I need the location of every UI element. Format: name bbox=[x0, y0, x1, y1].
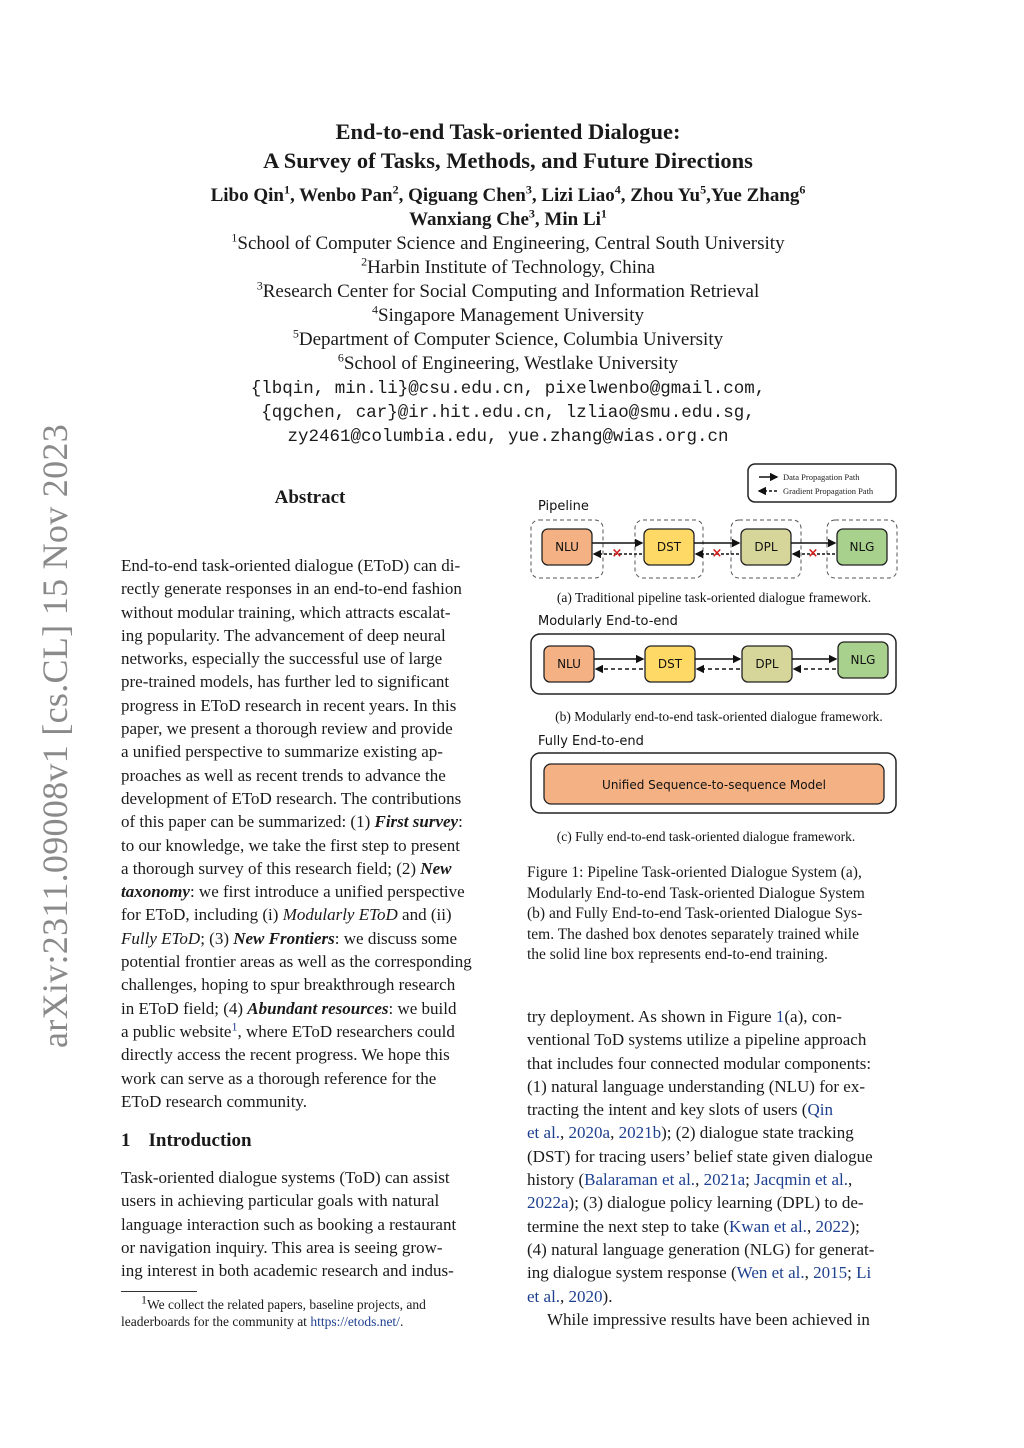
paper-title-line2: A Survey of Tasks, Methods, and Future Directions bbox=[263, 148, 753, 173]
abstract-line: EToD research community. bbox=[121, 1091, 308, 1111]
author-line-2: Wanxiang Che$^3$, Min Li$^1$ bbox=[409, 206, 607, 230]
body-line: termine the next step to take (Kwan et al., 2022); bbox=[527, 1216, 860, 1236]
email-line-2: {qgchen, car}@ir.hit.edu.cn, lzliao@smu.edu.sg, bbox=[261, 403, 755, 423]
intro-line: language interaction such as booking a restaurant bbox=[121, 1214, 457, 1234]
abstract-line: in EToD field; (4) Abundant resources: we build bbox=[121, 998, 457, 1018]
section-heading-introduction: 1 Introduction bbox=[121, 1130, 252, 1151]
paper-title-line1: End-to-end Task-oriented Dialogue: bbox=[335, 119, 681, 144]
subcaption-b: (b) Modularly end-to-end task-oriented dialogue framework. bbox=[555, 709, 883, 724]
citation-link[interactable]: Li bbox=[856, 1263, 872, 1283]
caption-line: Modularly End-to-end Task-oriented Dialogue System bbox=[527, 884, 865, 902]
citation-link[interactable]: Balaraman et al. bbox=[584, 1170, 696, 1190]
pipeline-diagram bbox=[531, 520, 897, 578]
abstract-line: a thorough survey of this research field; (2) New bbox=[121, 858, 452, 878]
abstract-line: End-to-end task-oriented dialogue (EToD) can di- bbox=[121, 556, 461, 575]
blocked-gradient-mark: × bbox=[711, 546, 723, 561]
node-label: DPL bbox=[755, 657, 779, 671]
legend-data-label: Data Propagation Path bbox=[783, 472, 860, 482]
arxiv-stamp: arXiv:2311.09008v1 [cs.CL] 15 Nov 2023 bbox=[35, 424, 75, 1048]
abstract-line: without modular training, which attracts escalat- bbox=[121, 602, 451, 622]
affiliation-3: $^3$Research Center for Social Computing and Information Retrieval bbox=[256, 278, 760, 302]
footnote-rule bbox=[121, 1291, 197, 1292]
citation-link[interactable]: 2022 bbox=[815, 1216, 850, 1236]
node-label: DPL bbox=[754, 540, 778, 554]
abstract-line: networks, especially the successful use of large bbox=[121, 649, 443, 669]
body-line: (4) natural language generation (NLG) for generat- bbox=[527, 1239, 875, 1259]
body-line: history (Balaraman et al., 2021a; Jacqmin et al., bbox=[527, 1170, 853, 1190]
legend bbox=[748, 464, 896, 502]
blocked-gradient-mark: × bbox=[807, 546, 819, 561]
email-line-1: {lbqin, min.li}@csu.edu.cn, pixelwenbo@gmail.com, bbox=[250, 379, 766, 399]
citation-link[interactable]: Qin bbox=[807, 1100, 833, 1120]
node-label: NLG bbox=[849, 540, 875, 554]
email-line-3: zy2461@columbia.edu, yue.zhang@wias.org.cn bbox=[287, 427, 729, 447]
affiliation-2: $^2$Harbin Institute of Technology, China bbox=[361, 254, 655, 278]
intro-body bbox=[121, 1166, 499, 1282]
node-label: DST bbox=[657, 657, 683, 671]
node-label: DST bbox=[656, 540, 682, 554]
fully-diagram bbox=[531, 753, 896, 813]
abstract-line: ing popularity. The advancement of deep neural bbox=[121, 625, 446, 645]
caption-line: tem. The dashed box denotes separately trained while bbox=[527, 925, 859, 943]
citation-link[interactable]: Wen et al. bbox=[736, 1263, 805, 1283]
body-line: try deployment. As shown in Figure 1(a), con- bbox=[527, 1007, 842, 1026]
body-line: that includes four connected modular components: bbox=[527, 1053, 872, 1073]
abstract-line: a unified perspective to summarize existing ap- bbox=[121, 742, 443, 762]
affiliation-4: $^4$Singapore Management University bbox=[372, 302, 644, 326]
abstract-body bbox=[121, 554, 499, 1113]
abstract-line: of this paper can be summarized: (1) First survey: bbox=[121, 812, 463, 832]
fully-label: Fully End-to-end bbox=[538, 734, 644, 749]
abstract-line: taxonomy: we first introduce a unified perspective bbox=[121, 882, 465, 902]
abstract-line: paper, we present a thorough review and provide bbox=[121, 719, 453, 739]
intro-line: users in achieving particular goals with natural bbox=[121, 1191, 440, 1211]
citation-link[interactable]: 2020 bbox=[568, 1286, 603, 1306]
subcaption-c: (c) Fully end-to-end task-oriented dialogue framework. bbox=[556, 829, 856, 844]
citation-link[interactable]: Jacqmin et al. bbox=[754, 1170, 849, 1190]
body-line: (1) natural language understanding (NLU) for ex- bbox=[527, 1076, 865, 1096]
legend-gradient-label: Gradient Propagation Path bbox=[783, 486, 874, 496]
affiliation-5: $^5$Department of Computer Science, Columbia University bbox=[292, 326, 724, 350]
body-line: ventional ToD systems utilize a pipeline approach bbox=[527, 1030, 867, 1050]
citation-link[interactable]: 2021b bbox=[618, 1123, 662, 1143]
body-line: While impressive results have been achieved in bbox=[547, 1309, 870, 1329]
abstract-line: development of EToD research. The contributions bbox=[121, 788, 462, 808]
figure-1-diagram bbox=[527, 462, 902, 852]
right-column-body bbox=[527, 1005, 903, 1331]
citation-link[interactable]: 2021a bbox=[703, 1170, 746, 1190]
intro-line: or navigation inquiry. This area is seeing grow- bbox=[121, 1237, 443, 1257]
blocked-gradient-mark: × bbox=[611, 546, 623, 561]
caption-line: the solid line box represents end-to-end training. bbox=[527, 946, 828, 963]
abstract-line: challenges, hoping to spur breakthrough research bbox=[121, 975, 456, 995]
citation-link[interactable]: 2015 bbox=[813, 1263, 848, 1283]
intro-line: Task-oriented dialogue systems (ToD) can assist bbox=[121, 1168, 450, 1187]
modular-label: Modularly End-to-end bbox=[538, 614, 678, 629]
abstract-line: proaches as well as recent trends to advance the bbox=[121, 765, 446, 785]
abstract-line: progress in EToD research in recent years. In this bbox=[121, 695, 457, 715]
footnote-marker[interactable]: 1 bbox=[231, 1019, 238, 1034]
body-line: ing dialogue system response (Wen et al., 2015; Li bbox=[527, 1263, 872, 1283]
citation-link[interactable]: 2022a bbox=[527, 1193, 569, 1213]
subcaption-a: (a) Traditional pipeline task-oriented dialogue framework. bbox=[556, 590, 872, 605]
body-line: et al., 2020a, 2021b); (2) dialogue state tracking bbox=[527, 1123, 854, 1143]
citation-link[interactable]: et al. bbox=[527, 1123, 561, 1143]
citation-link[interactable]: et al. bbox=[527, 1286, 561, 1306]
footnote: $^1$We collect the related papers, baseline projects, and leaderboards for the community at https://etods.net/. bbox=[121, 1292, 426, 1329]
node-label: NLU bbox=[555, 540, 579, 554]
abstract-line: a public website$^1$, where EToD researchers could bbox=[121, 1019, 455, 1041]
caption-line: (b) and Fully End-to-end Task-oriented Dialogue Sys- bbox=[527, 905, 863, 922]
pipeline-label: Pipeline bbox=[538, 499, 589, 514]
abstract-line: for EToD, including (i) Modularly EToD and (ii) bbox=[121, 905, 452, 925]
affiliation-1: $^1$School of Computer Science and Engineering, Central South University bbox=[231, 230, 785, 254]
abstract-line: potential frontier areas as well as the corresponding bbox=[121, 952, 472, 972]
body-line: et al., 2020). bbox=[527, 1286, 613, 1306]
figure-ref-link[interactable]: 1 bbox=[775, 1007, 785, 1026]
abstract-line: work can serve as a thorough reference for the bbox=[121, 1068, 437, 1088]
abstract-line: directly access the recent progress. We hope this bbox=[121, 1045, 450, 1065]
abstract-line: rectly generate responses in an end-to-end fashion bbox=[121, 579, 462, 599]
citation-link[interactable]: 2020a bbox=[568, 1123, 611, 1143]
affiliation-6: $^6$School of Engineering, Westlake University bbox=[337, 350, 679, 374]
modular-diagram bbox=[531, 634, 896, 694]
caption-line: Figure 1: Pipeline Task-oriented Dialogue System (a), bbox=[527, 864, 862, 881]
abstract-line: pre-trained models, has further led to significant bbox=[121, 672, 450, 692]
abstract-heading: Abstract bbox=[274, 487, 346, 508]
author-line-1: Libo Qin$^1$, Wenbo Pan$^2$, Qiguang Chen$^3$, Lizi Liao$^4$, Zhou Yu$^5$,Yue Zhang$^6$ bbox=[210, 182, 806, 206]
abstract-line: Fully EToD; (3) New Frontiers: we discuss some bbox=[121, 928, 458, 948]
citation-link[interactable]: Kwan et al. bbox=[729, 1216, 807, 1236]
figure-1-caption bbox=[527, 863, 902, 966]
unified-model-label: Unified Sequence-to-sequence Model bbox=[602, 778, 826, 792]
body-line: 2022a); (3) dialogue policy learning (DPL) to de- bbox=[527, 1193, 864, 1213]
intro-line: ing interest in both academic research and indus- bbox=[121, 1261, 454, 1281]
body-line: (DST) for tracing users’ belief state given dialogue bbox=[527, 1146, 873, 1166]
node-label: NLU bbox=[557, 657, 581, 671]
abstract-line: to our knowledge, we take the first step to present bbox=[121, 835, 460, 855]
footnote-link[interactable]: https://etods.net/ bbox=[310, 1314, 400, 1329]
body-line: tracting the intent and key slots of users (Qin bbox=[527, 1100, 833, 1120]
node-label: NLG bbox=[850, 653, 876, 667]
